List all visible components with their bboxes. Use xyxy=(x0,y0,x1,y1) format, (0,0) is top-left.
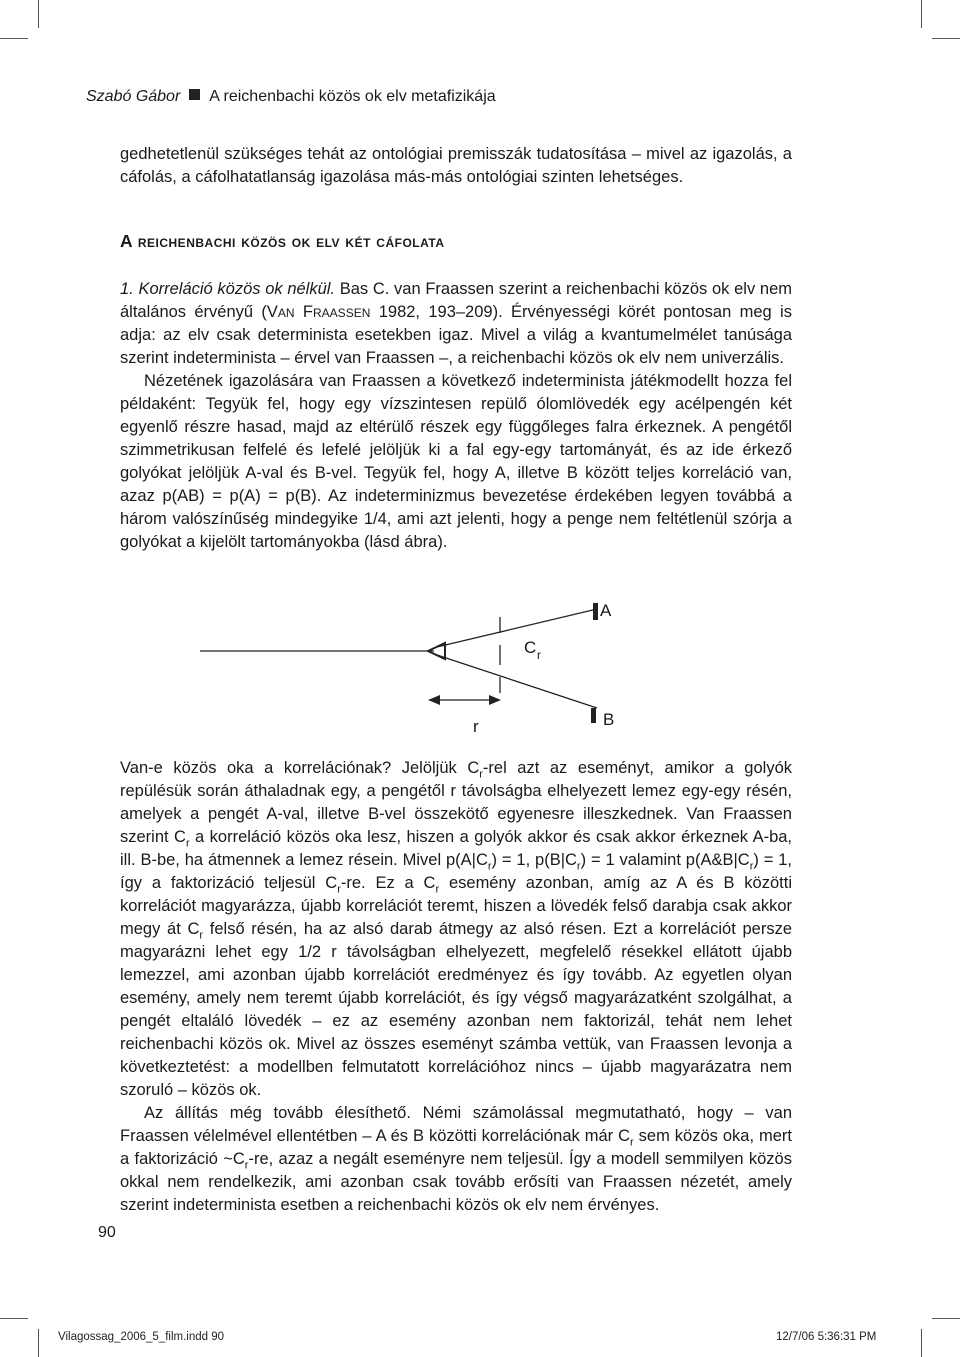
p3-text: esemény azonban, amíg az A és B közötti korrelációt magyarázza, újabb korrelációt teremt, hiszen a lövedék felső darabja csak akkor megy át C xyxy=(120,874,792,938)
p3-text: ) = 1, p(B|C xyxy=(491,851,577,869)
subscript: r xyxy=(244,1159,249,1172)
subsection-lead: 1. Korreláció közös ok nélkül. xyxy=(120,280,336,298)
p3-text: Van-e közös oka a korrelációnak? Jelöljük C xyxy=(120,759,480,777)
arrow-right-icon xyxy=(489,695,501,705)
paragraph-4 xyxy=(120,1102,792,1217)
subscript: r xyxy=(479,768,483,781)
main-text-block-2 xyxy=(120,757,792,1217)
target-a-marker xyxy=(593,603,598,620)
subscript: r xyxy=(487,860,492,873)
header-author: Szabó Gábor xyxy=(86,88,181,105)
p3-text: ) = 1 valamint p(A&B|C xyxy=(580,851,750,869)
label-r: r xyxy=(473,717,479,736)
subscript: r xyxy=(630,1136,634,1149)
subscript: r xyxy=(435,883,440,896)
label-a: A xyxy=(600,601,612,620)
reference-author: Van Fraassen xyxy=(266,303,371,321)
p3-text: ) = 1, így a faktorizáció teljesül C xyxy=(120,851,792,892)
subscript: r xyxy=(576,860,581,873)
p3-text: a korreláció közös oka lesz, hiszen a golyók akkor és csak akkor érkeznek A-ba, ill. B-be, ha átmennek a lemez résein. Mivel p(A|C xyxy=(120,828,793,869)
upper-path xyxy=(437,609,597,647)
subscript: r xyxy=(749,860,754,873)
label-c: C xyxy=(524,638,537,657)
section-heading: A reichenbachi közös ok elv két cáfolata xyxy=(120,231,445,251)
footer-timestamp: 12/7/06 5:36:31 PM xyxy=(776,1331,877,1343)
p4-text: sem közös oka, mert a faktorizáció ~C xyxy=(120,1127,792,1168)
target-b-marker xyxy=(591,708,596,723)
subscript: r xyxy=(199,929,204,942)
p4-text: -re, azaz a negált eseményre nem teljesül. Így a modell semmilyen közös okkal nem rendelkezik, ami azonban csak tovább erősíti van Fraassen nézetét, amely szerint indeterminista esetben a reichenbachi közös ok elv nem érvényes. xyxy=(120,1150,792,1214)
label-b: B xyxy=(603,710,615,729)
p3-text: -rel azt az eseményt, amikor a golyók repülésük során áthaladnak egy, a pengétől r távolságba elhelyezett lemez egy-egy résén, amelyek a pengét A-val, illetve B-vel összekötő egyenesre illeszkednek. Van Fraassen szerint C xyxy=(120,759,792,846)
p4-text: Az állítás még tovább élesíthető. Némi számolással megmutatható, hogy – van Fraassen vélelmével ellentétben – A és B közötti korrelációnak már C xyxy=(120,1104,792,1145)
intro-text: gedhetetlenül szükséges tehát az ontológiai premisszák tudatosítása – mivel az igazolás, a cáfolás, a cáfolhatatlanság igazolása más-más ontológiai szinten lehetséges. xyxy=(120,145,792,186)
p3-text: -re. Ez a C xyxy=(340,874,436,892)
header-title: A reichenbachi közös ok elv metafizikája xyxy=(209,88,496,105)
p3-text: felső résén, ha az alsó darab átmegy az alsó résen. Ezt a korrelációt persze magyarázni lehet egy 1/2 r távolságban elhelyezett, megfelelő résekkel ellátott újabb lemezzel, ami azonban újabb korrelációt eredményez és így tovább. Az egyetlen olyan esemény, amely nem teremt újabb korrelációt, és így végső magyarázatként szolgálhat, a pengét eltaláló lövedék – ez az esemény azonban nem faktorizál, tehát nem lehet reichenbachi közös ok. Mivel az összes eseményt számba vettük, van Fraassen levonja a következtetést: a modellben felmutatott korrelációhoz nincs – újabb magyarázatra nem szoruló – közös ok. xyxy=(120,920,792,1099)
label-c-subscript: r xyxy=(537,648,541,662)
p1-text-a: Bas C. van Fraassen szerint a reichenbachi közös ok elv nem általános érvényű ( xyxy=(120,280,792,321)
paragraph-2: Nézetének igazolására van Fraassen a következő indeterminista játékmodellt hozza fel példaként: Tegyük fel, hogy egy vízszintesen repülő ólomlövedék egy acélpengén két egyenlő részre hasad, majd az eltérülő részek egy függőleges falra érkeznek. A pengétől szimmetrikusan felfelé és lefelé jelöljük ki a fal egy-egy tartományát, és az ide érkező golyókat jelöljük A-val és B-vel. Tegyük fel, hogy A, illetve B között teljes korreláció van, azaz p(AB) = p(A) = p(B). Az indeterminizmus bevezetése érdekében legyen továbbá a három valószínűség mindegyike 1/4, ami azt jelenti, hogy a penge nem feltétlenül szórja a golyókat a kijelölt tartományokba (lásd ábra). xyxy=(120,372,792,551)
paragraph-3 xyxy=(120,757,792,1102)
subscript: r xyxy=(185,837,190,850)
page-number: 90 xyxy=(98,1224,116,1241)
subscript: r xyxy=(337,883,341,896)
footer-file: Vilagossag_2006_5_film.indd 90 xyxy=(58,1331,225,1343)
p1-text-b: 1982, 193–209). Érvényességi körét pontosan meg is adja: az elv csak determinista esetekben igaz. Mivel a világ a kvantumelmélet tanúsága szerint indeterminista – érvel van Fraassen –, a reichenbachi közös ok elv nem univerzális. xyxy=(120,303,792,367)
arrow-left-icon xyxy=(428,695,440,705)
